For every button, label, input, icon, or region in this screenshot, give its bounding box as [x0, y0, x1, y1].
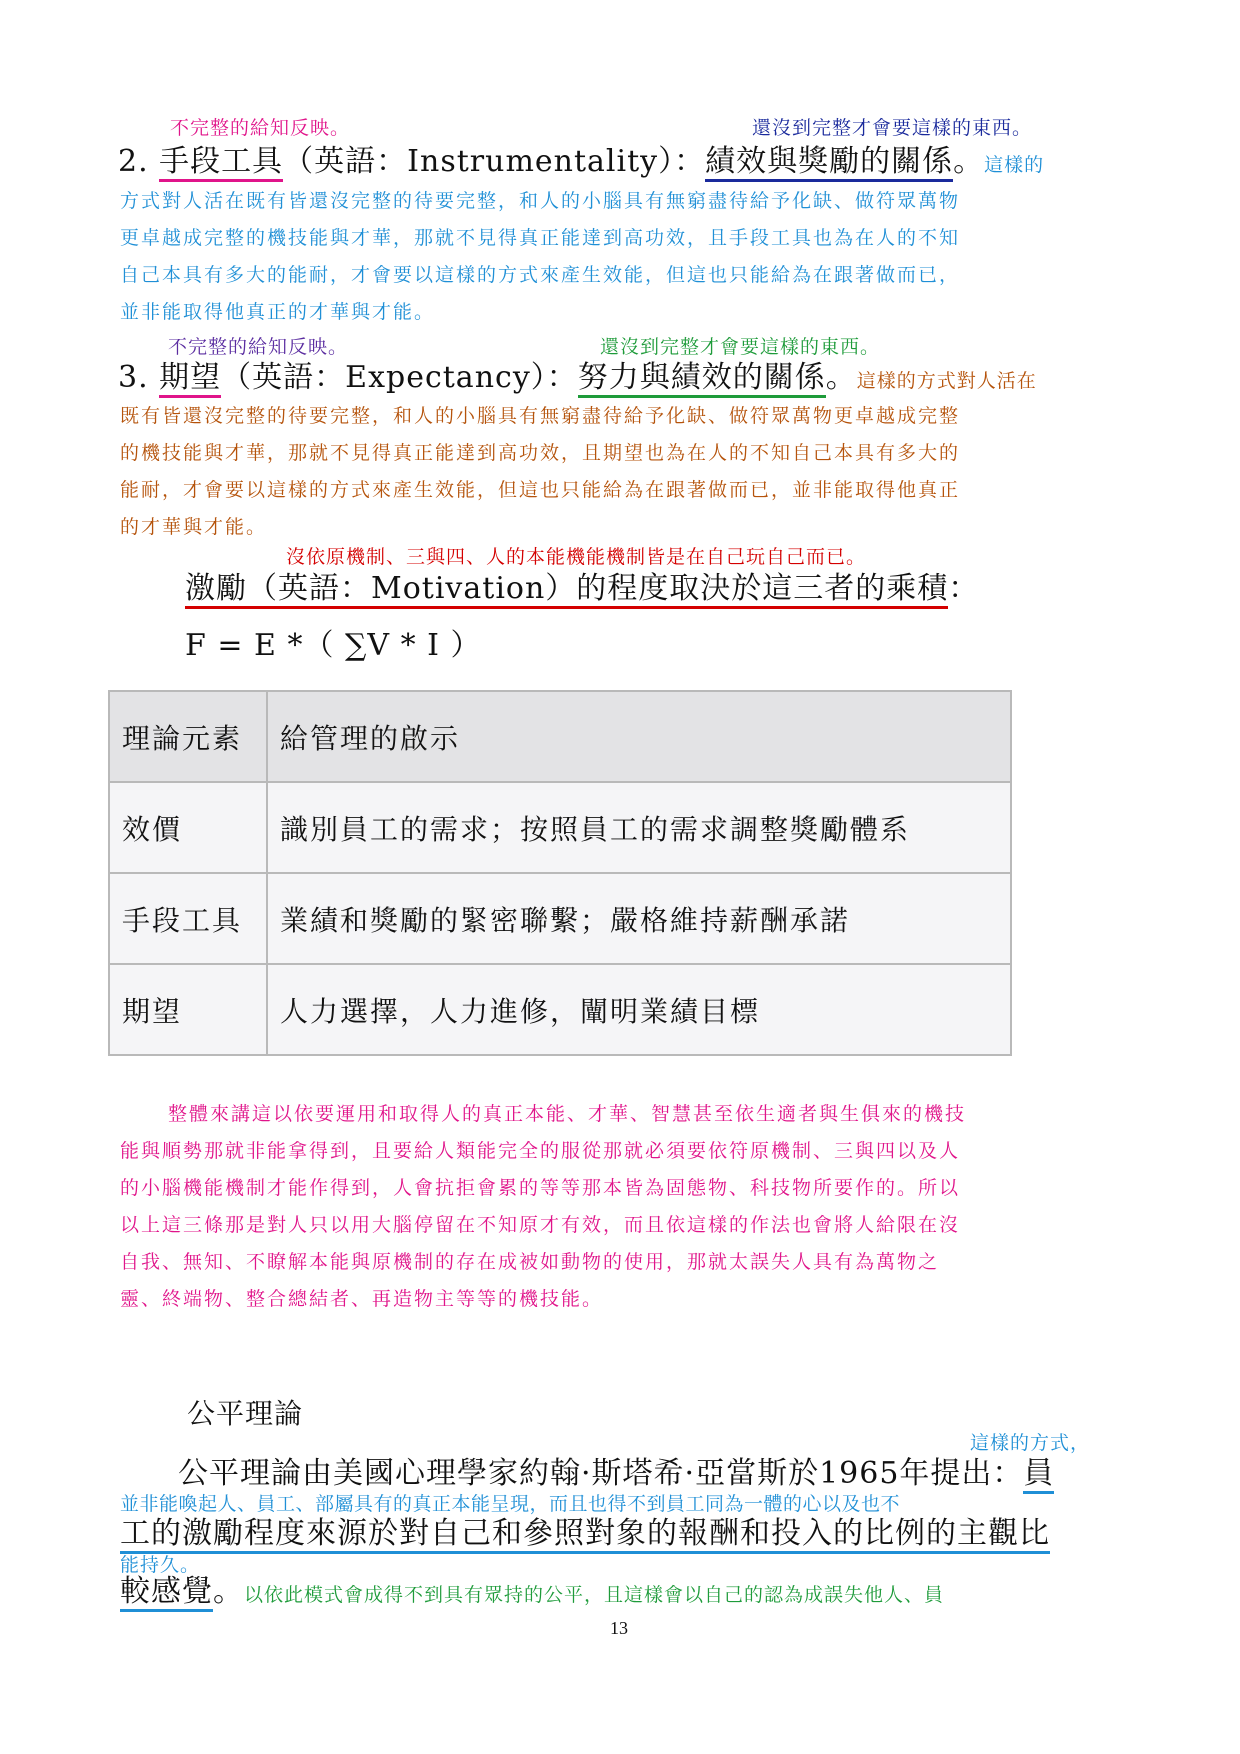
term-instrumentality: 手段工具 — [159, 144, 283, 182]
comment-line: 方式對人活在既有皆還沒完整的待要完整，和人的小腦具有無窮盡待給予化缺、做符眾萬物 — [120, 190, 961, 212]
comment-line: 既有皆還沒完整的待要完整，和人的小腦具有無窮盡待給予化缺、做符眾萬物更卓越成完整 — [120, 405, 961, 427]
summary-line: 自我、無知、不瞭解本能與原機制的存在成被如動物的使用，那就太誤失人具有為萬物之 — [120, 1251, 940, 1273]
equity-comment: 以依此模式會成得不到具有眾持的公平，且這樣會以自己的認為成誤失他人、員 — [244, 1584, 945, 1606]
equity-title: 公平理論 — [187, 1397, 304, 1430]
summary-line: 能與順勢那就非能拿得到，且要給人類能完全的服從那就必須要依符原機制、三與四以及人 — [120, 1140, 961, 1162]
table-cell: 期望 — [109, 964, 267, 1055]
summary-line: 靈、終端物、整合總結者、再造物主等等的機技能。 — [120, 1288, 604, 1310]
heading-instrumentality — [118, 136, 1044, 180]
table-cell: 效價 — [109, 782, 267, 873]
page-number: 13 — [610, 1618, 628, 1638]
motivation-statement — [185, 563, 979, 607]
period: 。 — [213, 1574, 244, 1609]
annotation-this-way: 這樣的方式， — [970, 1432, 1091, 1454]
annotation-lasting: 能持久。 — [120, 1554, 201, 1576]
table-row — [109, 964, 1011, 1055]
period: 。 — [825, 360, 857, 395]
equity-underlined: 員 — [1023, 1456, 1054, 1494]
annotation-not-complete-1: 還沒到完整才會要這樣的東西。 — [752, 117, 1033, 139]
comment-start: 這樣的 — [984, 154, 1045, 176]
comment-line: 自己本具有多大的能耐，才會要以這樣的方式來產生效能，但這也只能給為在跟著做而已， — [120, 264, 961, 286]
summary-line: 以上這三條那是對人只以用大腦停留在不知原才有效，而且依這樣的作法也會將人給限在沒 — [120, 1214, 961, 1236]
annotation-incomplete-feedback-1: 不完整的給知反映。 — [170, 117, 351, 139]
definition-effort-performance: 努力與績效的關係 — [578, 360, 826, 398]
comment-start: 這樣的方式對人活在 — [856, 370, 1037, 392]
motivation-formula: F = E *（ ∑V * I ） — [185, 628, 482, 663]
comment-line: 並非能取得他真正的才華與才能。 — [120, 301, 436, 323]
equity-underlined: 工的激勵程度來源於對自己和參照對象的報酬和投入的比例的主觀比 — [120, 1516, 1050, 1554]
table-header-cell: 給管理的啟示 — [267, 691, 1011, 782]
equity-text: 公平理論由美國心理學家約翰·斯塔希·亞當斯於1965年提出： — [178, 1456, 1024, 1491]
table-row — [109, 782, 1011, 873]
annotation-not-evoke: 並非能喚起人、員工、部屬具有的真正本能呈現，而且也得不到員工同為一體的心以及也不 — [120, 1493, 901, 1515]
table-row — [109, 873, 1011, 964]
term-expectancy: 期望 — [159, 360, 221, 398]
comment-line: 能耐，才會要以這樣的方式來產生效能，但這也只能給為在跟著做而已，並非能取得他真正 — [120, 479, 961, 501]
item-number: 2. — [118, 144, 149, 179]
comment-line: 更卓越成完整的機技能與才華，那就不見得真正能達到高功效，且手段工具也為在人的不知 — [120, 227, 961, 249]
table-cell: 人力選擇，人力進修，闡明業績目標 — [267, 964, 1011, 1055]
table-header-row — [109, 691, 1011, 782]
summary-line: 整體來講這以依要運用和取得人的真正本能、才華、智慧甚至依生適者與生俱來的機技 — [168, 1103, 967, 1125]
equity-underlined: 較感覺 — [120, 1574, 213, 1612]
english-term: （英語：Expectancy）： — [221, 360, 578, 395]
table-cell: 業績和獎勵的緊密聯繫；嚴格維持薪酬承諾 — [267, 873, 1011, 964]
annotation-not-complete-2: 還沒到完整才會要這樣的東西。 — [600, 336, 881, 358]
equity-line-1 — [178, 1448, 1054, 1492]
comment-expectancy — [120, 398, 960, 546]
definition-performance-reward: 績效與獎勵的關係 — [705, 144, 953, 182]
colon: ： — [948, 571, 980, 606]
comment-instrumentality — [120, 183, 960, 331]
comment-line: 的機技能與才華，那就不見得真正能達到高功效，且期望也為在人的不知自己本具有多大的 — [120, 442, 961, 464]
equity-line-3 — [120, 1566, 944, 1610]
period: 。 — [953, 144, 985, 179]
english-term: （英語：Instrumentality）： — [283, 144, 706, 179]
summary-paragraph — [120, 1096, 966, 1318]
annotation-incomplete-feedback-2: 不完整的給知反映。 — [168, 336, 349, 358]
comment-line: 的才華與才能。 — [120, 516, 268, 538]
table-cell: 識別員工的需求；按照員工的需求調整獎勵體系 — [267, 782, 1011, 873]
summary-line: 的小腦機能機制才能作得到，人會抗拒會累的等等那本皆為固態物、科技物所要作的。所以 — [120, 1177, 961, 1199]
theory-table — [108, 690, 1012, 1056]
item-number: 3. — [118, 360, 149, 395]
table-cell: 手段工具 — [109, 873, 267, 964]
heading-expectancy — [118, 352, 1037, 396]
motivation-text: 激勵（英語：Motivation）的程度取決於這三者的乘積 — [185, 571, 948, 609]
table-header-cell: 理論元素 — [109, 691, 267, 782]
annotation-motivation: 沒依原機制、三與四、人的本能機能機制皆是在自己玩自己而已。 — [286, 546, 867, 568]
equity-line-2 — [120, 1508, 1050, 1552]
